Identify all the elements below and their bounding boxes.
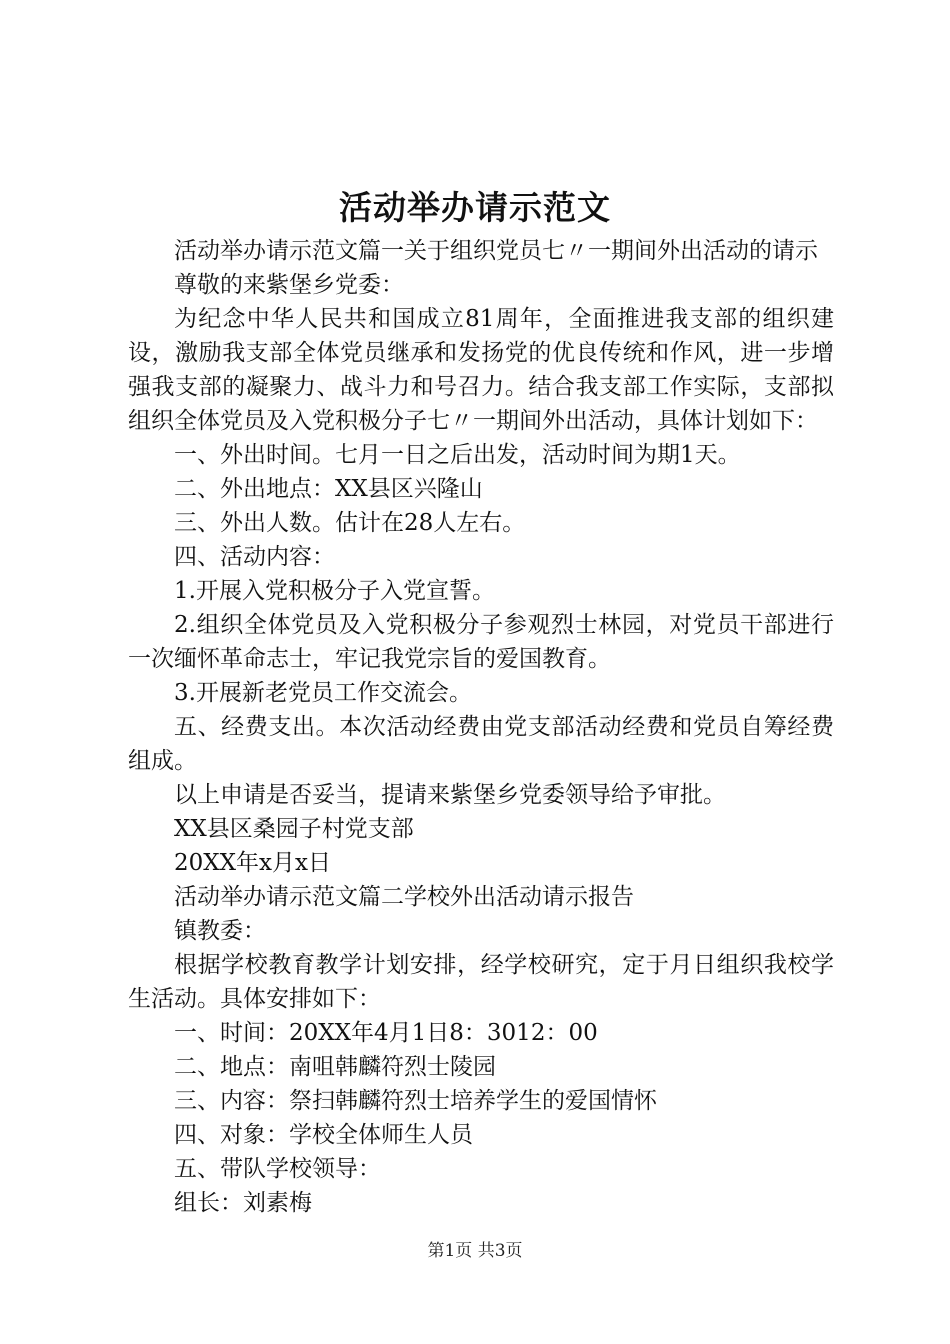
document-title: 活动举办请示范文	[339, 188, 611, 227]
paragraph: 1.开展入党积极分子入党宣誓。	[174, 578, 495, 604]
paragraph: 活动举办请示范文篇一关于组织党员七〃一期间外出活动的请示	[174, 238, 818, 264]
paragraph: 三、内容：祭扫韩麟符烈士培养学生的爱国情怀	[174, 1088, 657, 1114]
paragraph: 活动举办请示范文篇二学校外出活动请示报告	[174, 884, 634, 910]
paragraph: 为纪念中华人民共和国成立81周年，全面推进我支部的组织建设，激励我支部全体党员继承和发扬党的优良传统和作风，进一步增强我支部的凝聚力、战斗力和号召力。结合我支部工作实际，支部拟组织全体党员及入党积极分子七〃一期间外出活动，具体计划如下：	[128, 306, 834, 434]
paragraph: 五、经费支出。本次活动经费由党支部活动经费和党员自筹经费组成。	[128, 714, 834, 774]
paragraph: 三、外出人数。估计在28人左右。	[174, 510, 526, 536]
paragraph: 四、对象：学校全体师生人员	[174, 1122, 473, 1148]
paragraph: 一、时间：20XX年4月1日8：3012：00	[174, 1020, 598, 1046]
paragraph: 尊敬的来紫堡乡党委：	[174, 272, 404, 298]
document-body	[128, 234, 834, 1220]
paragraph: 3.开展新老党员工作交流会。	[174, 680, 472, 706]
paragraph: 20XX年x月x日	[174, 850, 331, 876]
paragraph: 二、外出地点：XX县区兴隆山	[174, 476, 483, 502]
paragraph: 2.组织全体党员及入党积极分子参观烈士林园，对党员干部进行一次缅怀革命志士，牢记我党宗旨的爱国教育。	[128, 612, 834, 672]
page-number-footer: 第1页 共3页	[427, 1241, 523, 1261]
paragraph: 以上申请是否妥当，提请来紫堡乡党委领导给予审批。	[174, 782, 726, 808]
paragraph: 二、地点：南咀韩麟符烈士陵园	[174, 1054, 496, 1080]
paragraph: 四、活动内容：	[174, 544, 335, 570]
paragraph: 根据学校教育教学计划安排，经学校研究，定于月日组织我校学生活动。具体安排如下：	[128, 952, 834, 1012]
paragraph: 组长：刘素梅	[174, 1190, 312, 1216]
paragraph: 五、带队学校领导：	[174, 1156, 381, 1182]
paragraph: XX县区桑园子村党支部	[174, 816, 414, 842]
paragraph: 一、外出时间。七月一日之后出发，活动时间为期1天。	[174, 442, 741, 468]
paragraph: 镇教委：	[174, 918, 266, 944]
